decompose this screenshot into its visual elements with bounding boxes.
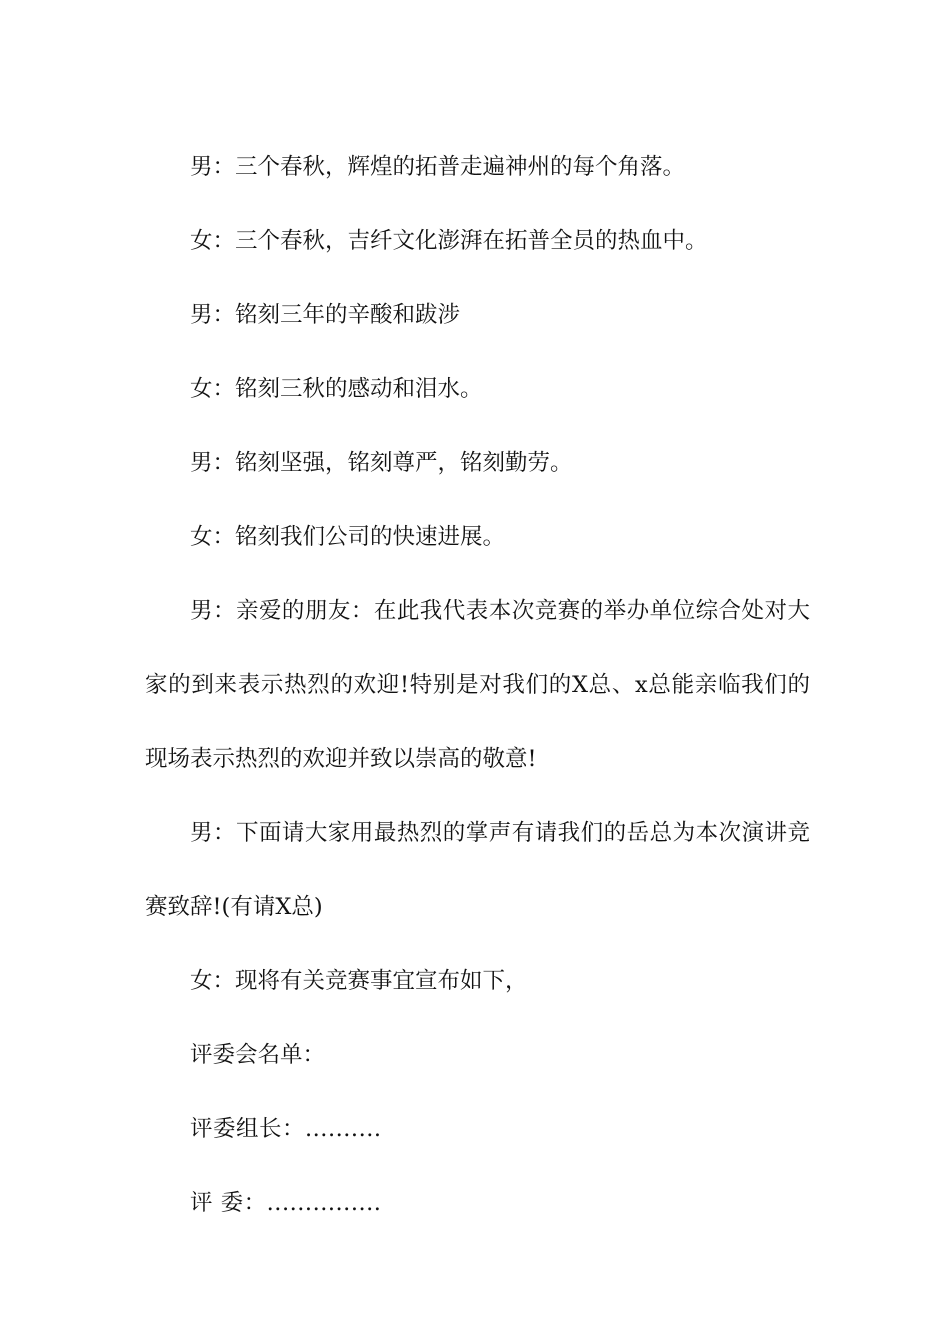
paragraph-5: 男：铭刻坚强，铭刻尊严，铭刻勤劳。 [190,450,573,476]
paragraph-welcome: 男：亲爱的朋友：在此我代表本次竞赛的举办单位综合处对大家的到来表示热烈的欢迎!特别是对我们的X总、x总能亲临我们的现场表示热烈的欢迎并致以崇高的敬意! [145,598,810,772]
paragraph-2: 女：三个春秋，吉纤文化澎湃在拓普全员的热血中。 [190,228,708,254]
judges-members-line: 评 委：............... [190,1190,382,1216]
paragraph-6: 女：铭刻我们公司的快速进展。 [190,524,506,550]
judges-leader-line: 评委组长：.......... [190,1116,382,1142]
document-body [145,130,810,1240]
paragraph-announcement: 女：现将有关竞赛事宜宣布如下， [190,968,528,994]
paragraph-3: 男：铭刻三年的辛酸和跋涉 [190,302,461,328]
judges-list-heading: 评委会名单： [190,1042,326,1068]
paragraph-1: 男：三个春秋，辉煌的拓普走遍神州的每个角落。 [190,154,686,180]
paragraph-invite-speech: 男：下面请大家用最热烈的掌声有请我们的岳总为本次演讲竞赛致辞!(有请X总) [145,820,810,920]
paragraph-4: 女：铭刻三秋的感动和泪水。 [190,376,483,402]
